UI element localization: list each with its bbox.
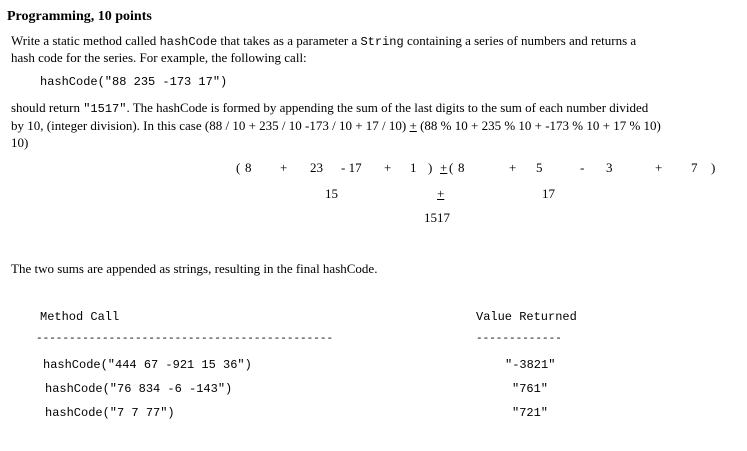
operator: - xyxy=(580,160,585,175)
intro-line-2: hash code for the series. For example, the following call: xyxy=(11,50,307,65)
append-plus-symbol: + xyxy=(437,186,445,201)
value-returned-cell: "-3821" xyxy=(505,358,556,372)
explanation-line-2 xyxy=(11,118,661,134)
remainder-value: 3 xyxy=(606,160,613,175)
intro-text: Write a static method called xyxy=(11,33,160,48)
quotient-value: 1 xyxy=(410,160,417,175)
method-call-cell: hashCode("76 834 -6 -143") xyxy=(45,382,233,396)
remainder-value: 7 xyxy=(691,160,698,175)
intro-text: containing a series of numbers and returns a xyxy=(403,33,637,48)
second-sum: 17 xyxy=(542,186,555,201)
explanation-text: . The hashCode is formed by appending the sum of the last digits to the sum of each number divided xyxy=(126,100,649,115)
paren-close: ) xyxy=(428,160,433,175)
first-sum: 15 xyxy=(325,186,338,201)
page-title: Programming, 10 points xyxy=(7,9,152,24)
paren-open: ( xyxy=(236,160,241,175)
value-returned-cell: "721" xyxy=(512,406,549,420)
value-returned-cell: "761" xyxy=(512,382,549,396)
paren-open: ( xyxy=(449,160,454,175)
explanation-text: by 10, (integer division). In this case (88 / 10 + 235 / 10 -173 / 10 + 17 / 10) xyxy=(11,118,410,133)
paren-close: ) xyxy=(711,160,716,175)
example-call: hashCode("88 235 -173 17") xyxy=(40,75,228,89)
column-header-value-returned: Value Returned xyxy=(476,310,577,324)
table-divider: --------------------------------------------- xyxy=(36,333,334,345)
operator: + xyxy=(280,160,288,175)
remainder-value: 8 xyxy=(458,160,465,175)
string-type-code: String xyxy=(360,35,404,49)
table-divider: ------------- xyxy=(476,333,562,345)
intro-text: that takes as a parameter a xyxy=(217,33,361,48)
summary-text: The two sums are appended as strings, resulting in the final hashCode. xyxy=(11,261,378,276)
column-header-method-call: Method Call xyxy=(40,310,120,324)
method-call-cell: hashCode("444 67 -921 15 36") xyxy=(43,358,252,372)
return-value-code: "1517" xyxy=(83,102,127,116)
operator: + xyxy=(384,160,392,175)
append-plus-symbol: + xyxy=(440,160,448,175)
explanation-line-3: 10) xyxy=(11,135,29,150)
quotient-value: 23 xyxy=(310,160,323,175)
explanation-text: should return xyxy=(11,100,84,115)
operator: - 17 xyxy=(341,160,362,175)
remainder-value: 5 xyxy=(536,160,543,175)
operator: + xyxy=(655,160,663,175)
intro-line-1 xyxy=(11,33,636,49)
append-plus-symbol: + xyxy=(409,118,417,133)
operator: + xyxy=(509,160,517,175)
final-result: 1517 xyxy=(424,210,450,225)
method-name-code: hashCode xyxy=(159,35,218,49)
method-call-cell: hashCode("7 7 77") xyxy=(45,406,175,420)
quotient-value: 8 xyxy=(245,160,252,175)
explanation-text: (88 % 10 + 235 % 10 + -173 % 10 + 17 % 10) xyxy=(416,118,661,133)
explanation-line-1 xyxy=(11,100,648,116)
